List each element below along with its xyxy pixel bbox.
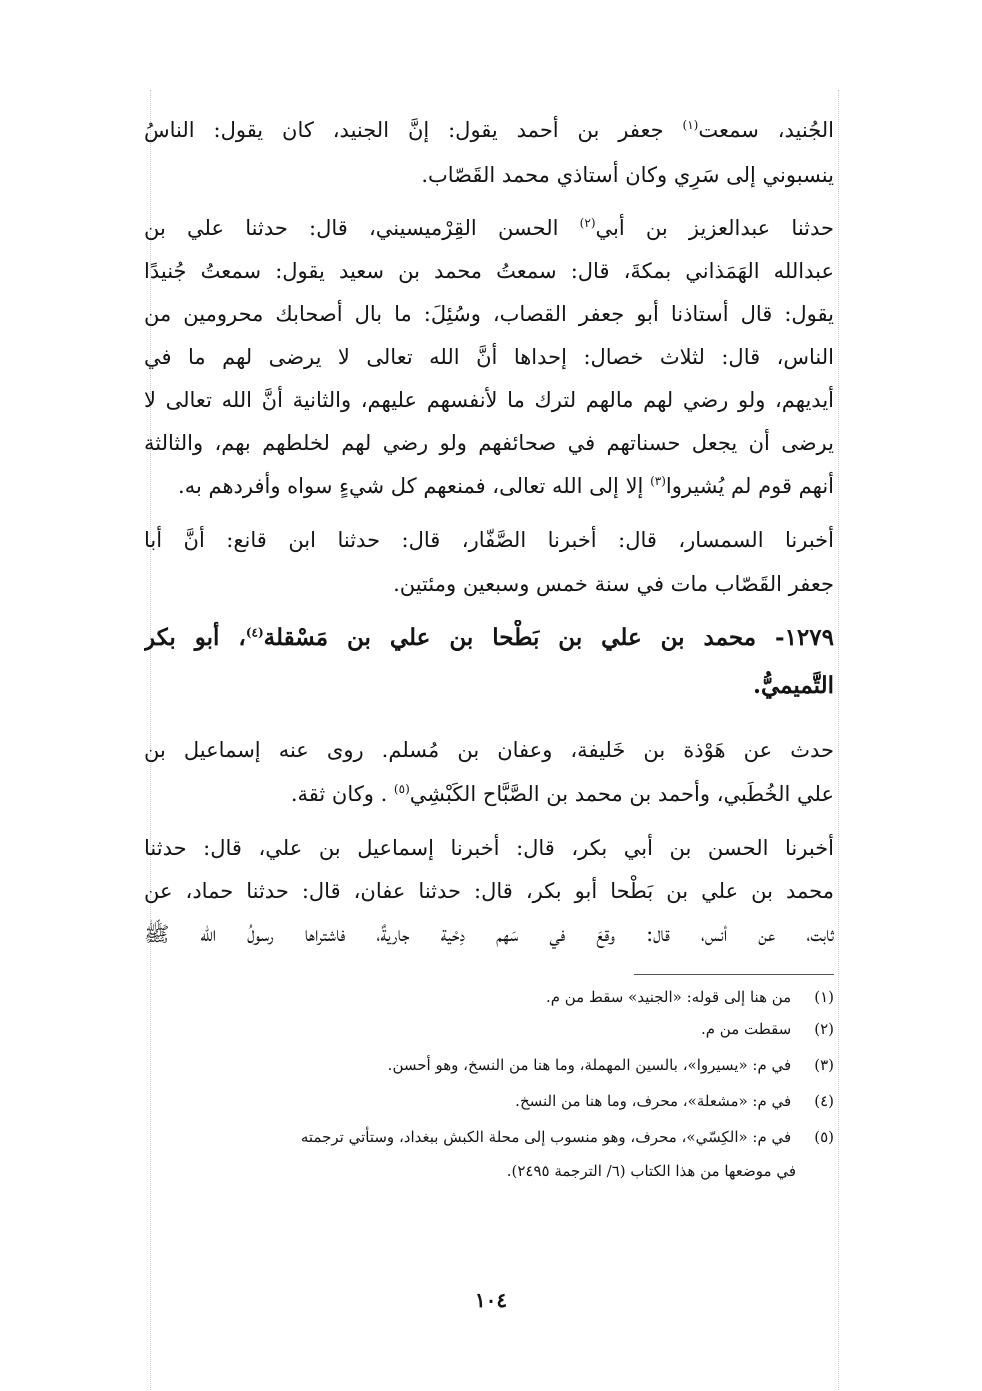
footnote-number: (٢) [814,1020,834,1038]
entry-heading: ١٢٧٩- محمد بن علي بن بَطْحا بن علي بن مَسْقلة$^{(٤)}$، أبو بكر [144,624,834,651]
footnote [144,982,834,1012]
body-line: الجُنيد، سمعت$^{(١)}$ جعفر بن أحمد يقول: إنَّ الجنيد، كان يقول: الناسُ [144,118,834,142]
body-line: الناس، قال: لثلاث خصال: إحداها أنَّ الله تعالى لا يرضى لهم ما في [144,345,834,369]
body-line: علي الخُطَبي، وأحمد بن محمد بن الصَّبَّاح الكَبْشِي$^{(٥)}$ . وكان ثقة. [290,782,834,806]
body-line: حدثنا عبدالعزيز بن أبي$^{(٢)}$ الحسن القِرْميسيني، قال: حدثنا علي بن [144,216,834,240]
footnote-number: (١) [814,988,834,1006]
body-line: أنهم قوم لم يُشيروا$^{(٣)}$ إلا إلى الله تعالى، فمنعهم كل شيءٍ سواه وأفردهم به. [178,474,834,498]
margin-guide-right [838,90,839,1390]
footnote-text: في م: «يسيروا»، بالسين المهملة، وما هنا من النسخ، وهو أحسن. [387,1056,792,1074]
footnote-number: (٤) [814,1092,834,1110]
body-line: يقول: قال أستاذنا أبو جعفر القصاب، وسُئِلَ: ما بال أصحابك محرومين من [144,302,834,326]
footnote [144,1014,834,1044]
footnote-number: (٣) [814,1056,834,1074]
footnote-text: في م: «الكِسّي»، محرف، وهو منسوب إلى محلة الكبش ببغداد، وستأتي ترجمته [300,1128,792,1146]
body-line: جعفر القَصّاب مات في سنة خمس وسبعين ومئتين. [393,572,834,596]
footnote [144,1086,834,1116]
footnote-text: سقطت من م. [700,1020,792,1038]
body-line: أخبرنا الحسن بن أبي بكر، قال: أخبرنا إسماعيل بن علي، قال: حدثنا [144,836,834,860]
body-line: عبدالله الهَمَذاني بمكةَ، قال: سمعتُ محمد بن سعيد يقول: سمعتُ جُنيدًا [144,259,834,283]
footnote-number: (٥) [814,1128,834,1146]
footnote [144,1122,834,1152]
body-line: ينسبوني إلى سَرِي وكان أستاذي محمد القَصّاب. [421,163,834,187]
body-line: أيديهم، ولو رضي لهم مالهم لترك ما لأنفسهم عليهم، والثانية أنَّ الله تعالى لا [144,388,834,412]
footnote [144,1050,834,1080]
footnote-separator [634,974,834,975]
page-number: ١٠٤ [474,1288,508,1312]
footnote-text: من هنا إلى قوله: «الجنيد» سقط من م. [545,988,792,1006]
body-line: محمد بن علي بن بَطْحا أبو بكر، قال: حدثنا عفان، قال: حدثنا حماد، عن [144,879,834,903]
body-line: حدث عن هَوْذة بن خَليفة، وعفان بن مُسلم. روى عنه إسماعيل بن [144,738,834,762]
footnote-continuation: في موضعها من هذا الكتاب (٦/ الترجمة ٢٤٩٥). [506,1162,796,1180]
body-line: أخبرنا السمسار، قال: أخبرنا الصَّفّار، قال: حدثنا ابن قانع: أنَّ أبا [144,528,834,552]
footnote-text: في م: «مشعلة»، محرف، وما هنا من النسخ. [515,1092,792,1110]
entry-heading: التَّميميُّ. [752,672,834,699]
body-line: يرضى أن يجعل حسناتهم في صحائفهم ولو رضي لهم لخلطهم بهم، والثالثة [144,431,834,455]
body-line: ثابت، عن أنس، قال: وقعَ في سَهم دِحْية جاريةٌ، فاشتراها رسولُ الله ﷺ [144,922,834,946]
